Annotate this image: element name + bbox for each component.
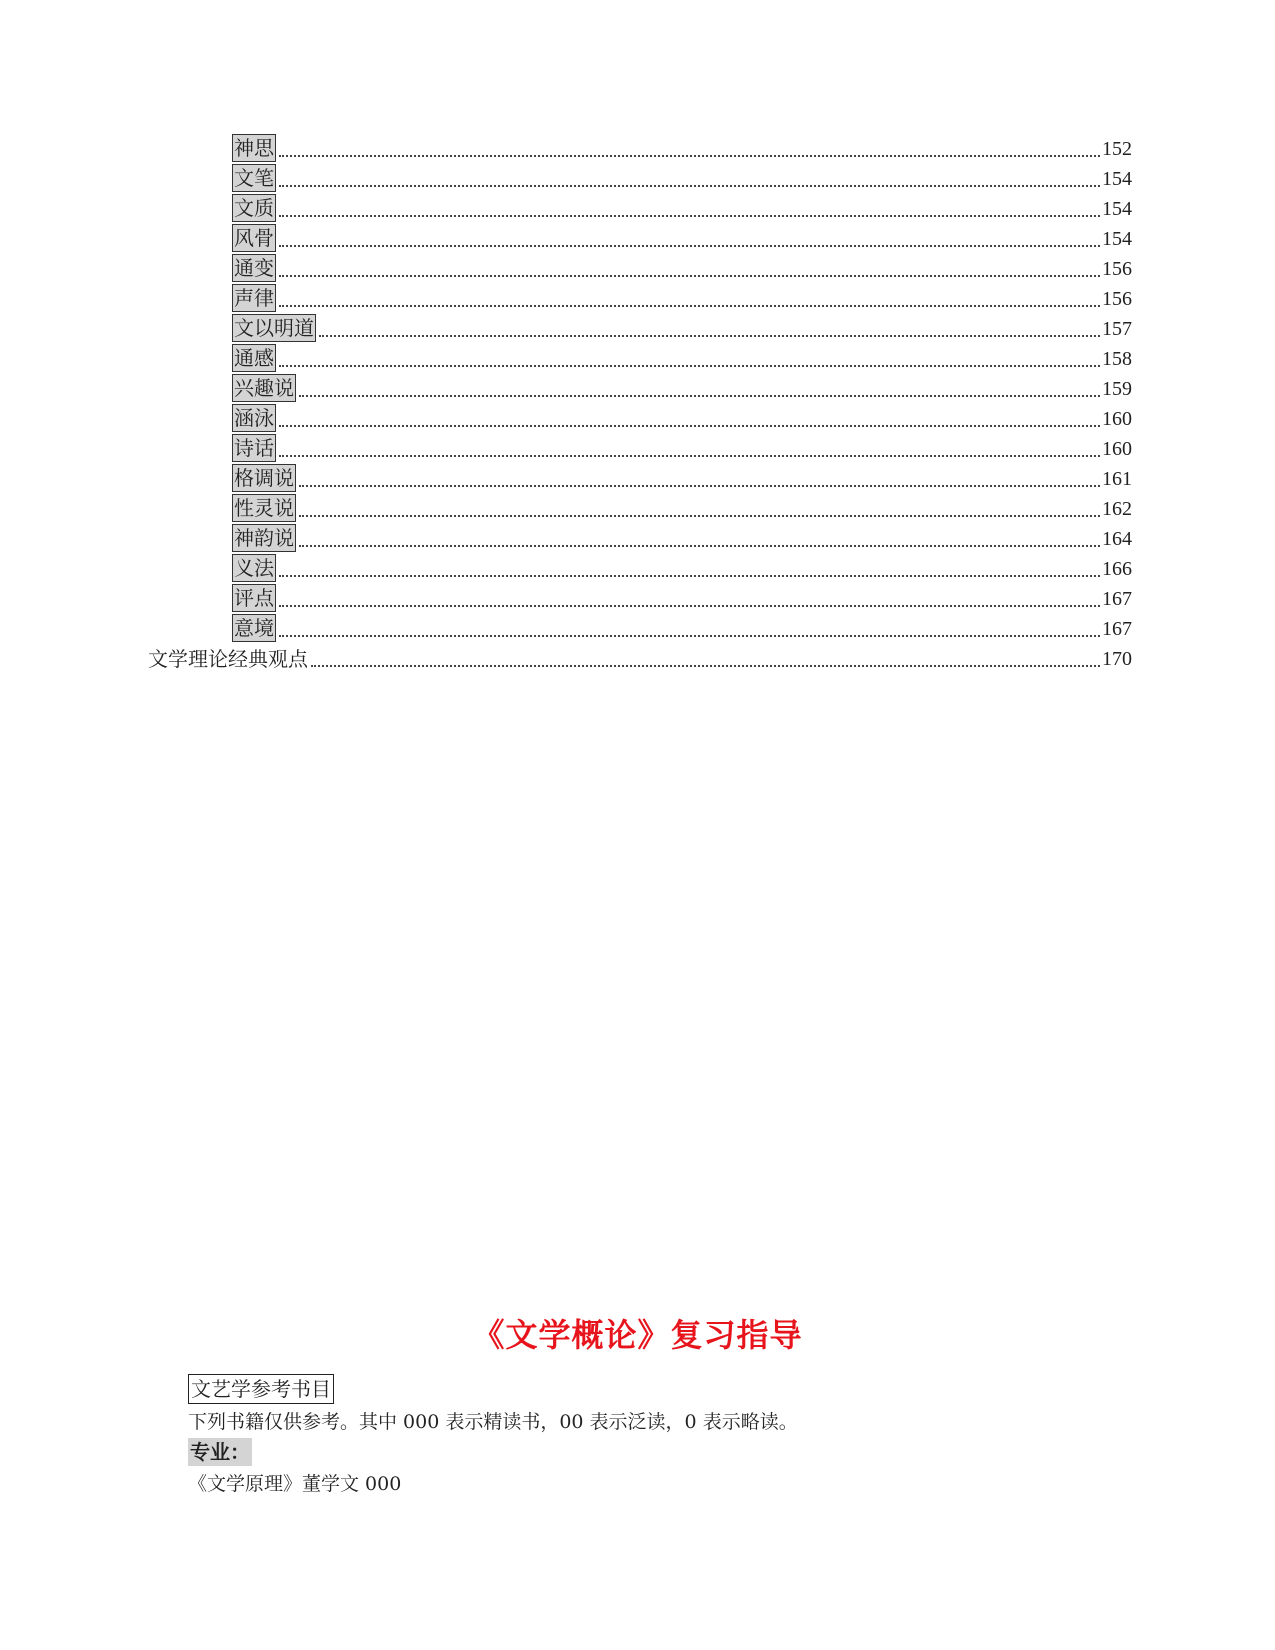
- toc-term: 评点: [234, 586, 274, 610]
- toc-page-number: 152: [1102, 138, 1132, 160]
- toc-term: 通感: [234, 346, 274, 370]
- toc-entry[interactable]: [232, 192, 1132, 222]
- dot-leader: [279, 275, 1100, 277]
- intro-paragraph: 下列书籍仅供参考。其中 000 表示精读书，00 表示泛读，0 表示略读。: [188, 1411, 798, 1433]
- dot-leader: [279, 185, 1100, 187]
- toc-term: 通变: [234, 256, 274, 280]
- toc-page-number: 167: [1102, 588, 1132, 610]
- toc-term: 神思: [234, 136, 274, 160]
- toc-page-number: 154: [1102, 228, 1132, 250]
- dot-leader: [299, 485, 1100, 487]
- toc-entry[interactable]: [232, 162, 1132, 192]
- toc-term: 涵泳: [234, 406, 274, 430]
- dot-leader: [279, 605, 1100, 607]
- dot-leader: [279, 365, 1100, 367]
- toc-page-number: 160: [1102, 438, 1132, 460]
- toc-entry[interactable]: [232, 222, 1132, 252]
- toc-page-number: 157: [1102, 318, 1132, 340]
- dot-leader: [299, 545, 1100, 547]
- toc-term: 神韵说: [234, 526, 294, 550]
- toc-term: 意境: [234, 616, 274, 640]
- toc-term: 诗话: [234, 436, 274, 460]
- toc-page-number: 161: [1102, 468, 1132, 490]
- toc-term: 文学理论经典观点: [148, 647, 308, 671]
- toc-term: 格调说: [234, 466, 294, 490]
- reference-list-heading: 文艺学参考书目: [188, 1374, 334, 1404]
- toc-page-number: 164: [1102, 528, 1132, 550]
- toc-term: 文笔: [234, 166, 274, 190]
- toc-entry[interactable]: [232, 612, 1132, 642]
- dot-leader: [299, 395, 1100, 397]
- dot-leader: [311, 665, 1100, 667]
- dot-leader: [279, 305, 1100, 307]
- toc-page-number: 154: [1102, 198, 1132, 220]
- guide-title: 《文学概论》复习指导: [472, 1316, 803, 1354]
- dot-leader: [279, 575, 1100, 577]
- toc-page-number: 170: [1102, 648, 1132, 670]
- dot-leader: [319, 335, 1100, 337]
- toc-entry[interactable]: [232, 282, 1132, 312]
- toc-page-number: 167: [1102, 618, 1132, 640]
- toc-page-number: 162: [1102, 498, 1132, 520]
- toc-page-number: 166: [1102, 558, 1132, 580]
- dot-leader: [279, 635, 1100, 637]
- major-label: 专业：: [190, 1440, 250, 1464]
- dot-leader: [279, 245, 1100, 247]
- dot-leader: [279, 155, 1100, 157]
- toc-entry[interactable]: [232, 462, 1132, 492]
- toc-entry[interactable]: [232, 252, 1132, 282]
- dot-leader: [279, 215, 1100, 217]
- toc-entry[interactable]: [232, 402, 1132, 432]
- toc-term: 声律: [234, 286, 274, 310]
- dot-leader: [279, 425, 1100, 427]
- dot-leader: [279, 455, 1100, 457]
- toc-entry[interactable]: [232, 132, 1132, 162]
- toc-term: 性灵说: [234, 496, 294, 520]
- toc-page-number: 160: [1102, 408, 1132, 430]
- toc-term: 文质: [234, 196, 274, 220]
- toc-page-number: 154: [1102, 168, 1132, 190]
- toc-page-number: 156: [1102, 288, 1132, 310]
- toc-term: 义法: [234, 556, 274, 580]
- toc-entry[interactable]: [232, 582, 1132, 612]
- toc-page-number: 156: [1102, 258, 1132, 280]
- book-entry: 《文学原理》董学文 000: [188, 1473, 402, 1495]
- toc-page-number: 158: [1102, 348, 1132, 370]
- toc-entry[interactable]: [232, 342, 1132, 372]
- toc-entry[interactable]: [232, 432, 1132, 462]
- toc-entry[interactable]: [232, 492, 1132, 522]
- toc-entry[interactable]: [232, 552, 1132, 582]
- toc-entry-top-level[interactable]: [148, 642, 1132, 672]
- dot-leader: [299, 515, 1100, 517]
- toc-term: 兴趣说: [234, 376, 294, 400]
- toc-entry[interactable]: [232, 312, 1132, 342]
- toc-term: 文以明道: [234, 316, 314, 340]
- toc-term: 风骨: [234, 226, 274, 250]
- toc-entry[interactable]: [232, 372, 1132, 402]
- toc-page-number: 159: [1102, 378, 1132, 400]
- toc-entry[interactable]: [232, 522, 1132, 552]
